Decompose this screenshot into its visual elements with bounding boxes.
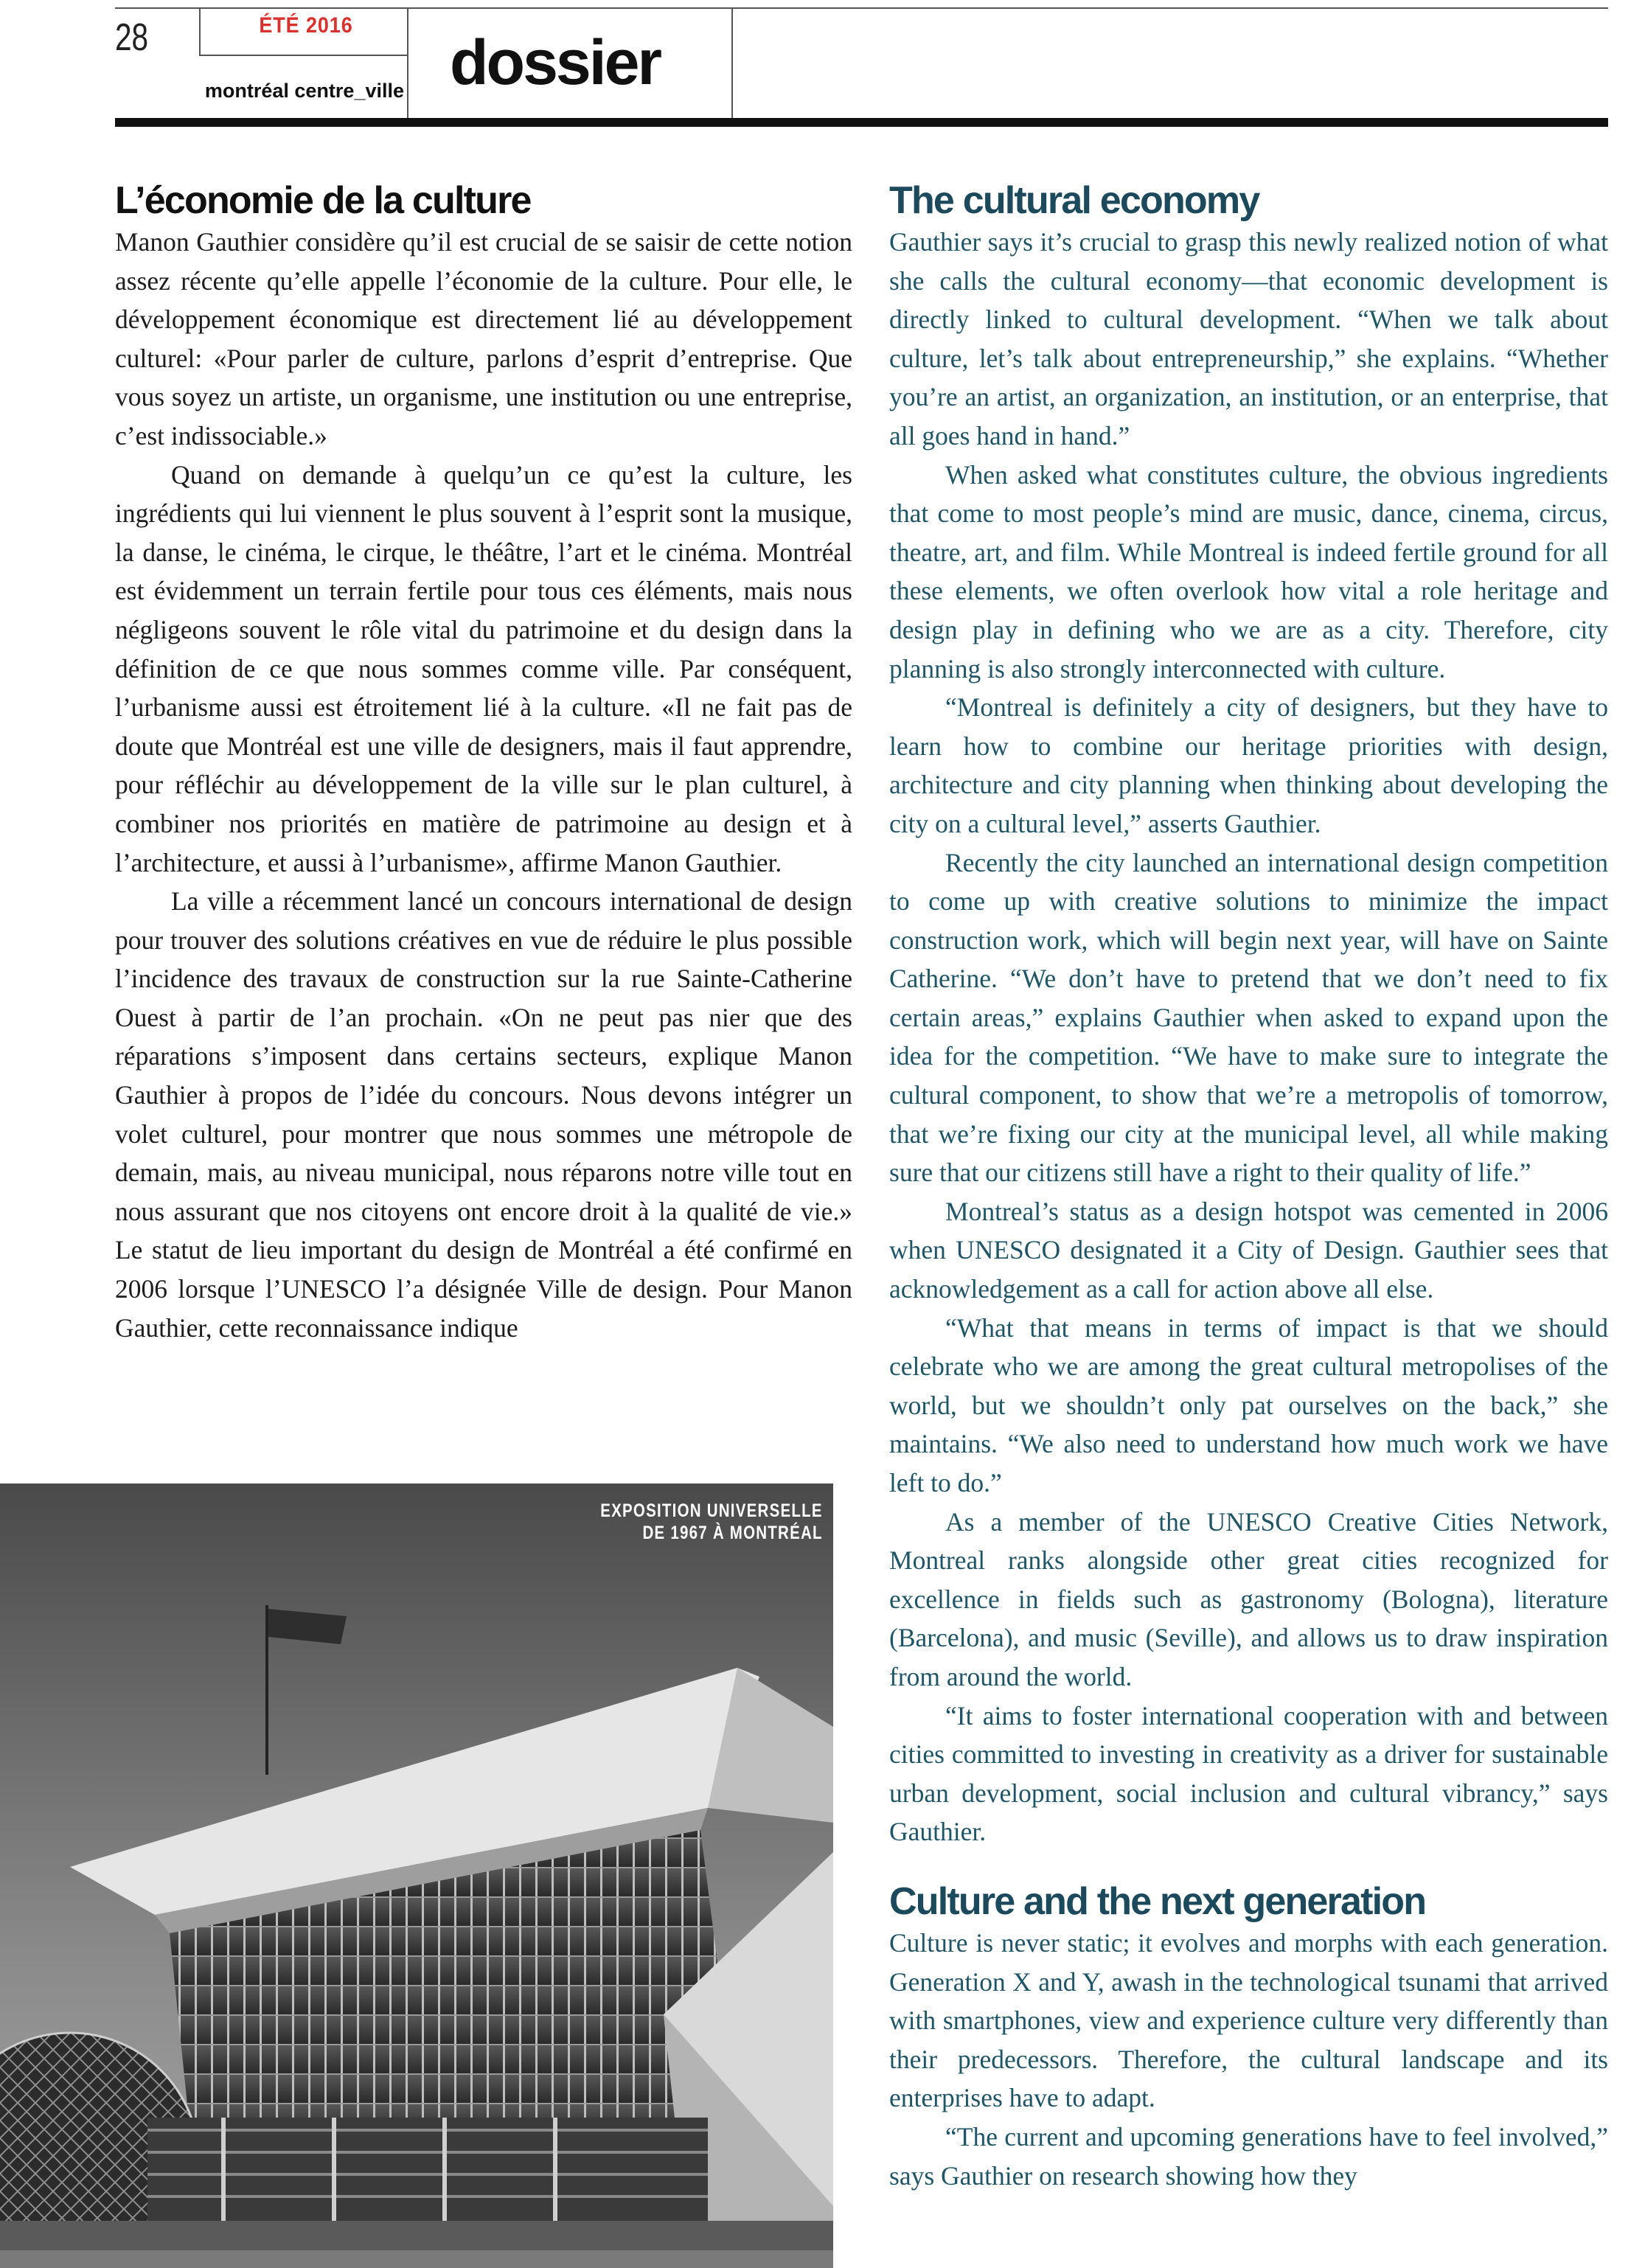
english-paragraph: “What that means in terms of impact is that we should celebrate who we are among the great cultural metropolises of the world, but we shouldn’t only pat ourselves on the back,” she maintains. “We also need to understand how much work we have left to do.”: [889, 1312, 1608, 1497]
photo-caption-line: EXPOSITION UNIVERSELLE: [600, 1500, 823, 1521]
section-label: montréal centre_ville: [204, 80, 404, 102]
expo67-photo: [0, 1483, 833, 2268]
english-paragraph: “It aims to foster international cooperation with and between cities committed to investing in creativity as a driver for sustainable urban development, social inclusion and cultural vibrancy,” says Gauthier.: [889, 1700, 1608, 1847]
header-divider: [407, 9, 408, 118]
header-mid-rule: [199, 55, 407, 56]
header-top-rule: [115, 7, 1608, 9]
photo-caption-line: DE 1967 À MONTRÉAL: [642, 1523, 823, 1543]
photo-caption: [600, 1500, 823, 1544]
english-paragraph: “Montreal is definitely a city of designers, but they have to learn how to combine our heritage priorities with design, architecture and city planning when thinking about developing the city on a cultural level,” asserts Gauthier.: [889, 692, 1608, 838]
english-paragraph: “The current and upcoming generations have to feel involved,” says Gauthier on research showing how they: [889, 2121, 1608, 2191]
english-paragraph: As a member of the UNESCO Creative Cities Network, Montreal ranks alongside other great cities recognized for excellence in fields such as gastronomy (Bologna), literature (Barcelona), and music (Seville), and allows us to draw inspiration from around the world.: [889, 1506, 1608, 1691]
page-number: 28: [115, 16, 149, 59]
header-divider: [731, 9, 733, 118]
english-column: [889, 178, 1608, 2195]
french-paragraph: La ville a récemment lancé un concours international de design pour trouver des solutions créatives en vue de réduire le plus possible l’incidence des travaux de construction sur la rue Sainte-Catherine Ouest à partir de l’an prochain. «On ne peut pas nier que des réparations s’imposent dans certains secteurs, explique Manon Gauthier à propos de l’idée du concours. Nous devons intégrer un volet culturel, pour montrer que nous sommes une métropole de demain, mais, au niveau municipal, nous réparons notre ville tout en nous assurant que nos citoyens ont encore droit à la qualité de vie.» Le statut de lieu important du design de Montréal a été confirmé en 2006 lorsque l’UNESCO l’a désignée Ville de design. Pour Manon Gauthier, cette reconnaissance indique: [115, 886, 852, 1343]
french-paragraph: Manon Gauthier considère qu’il est crucial de se saisir de cette notion assez récente qu’elle appelle l’économie de la culture. Pour elle, le développement économique est directement lié au développement culturel: «Pour parler de culture, parlons d’esprit d’entreprise. Que vous soyez un artiste, un organisme, une institution ou une entreprise, c’est indissociable.»: [115, 227, 852, 451]
english-heading-2: Culture and the next generation: [889, 1879, 1426, 1923]
header-divider: [199, 9, 201, 55]
french-heading: L’économie de la culture: [115, 179, 531, 222]
english-paragraph: Culture is never static; it evolves and morphs with each generation. Generation X and Y, awash in the technological tsunami that arrived with smartphones, view and experience culture very differently than their predecessors. Therefore, the cultural landscape and its enterprises have to adapt.: [889, 1927, 1608, 2113]
french-column: [115, 178, 852, 1347]
pavilion-photo-image: [0, 1483, 833, 2268]
english-paragraph: Gauthier says it’s crucial to grasp this newly realized notion of what she calls the cultural economy—that economic development is directly linked to cultural development. “When we talk about culture, let’s talk about entrepreneurship,” she explains. “Whether you’re an artist, an organization, an institution, or an enterprise, that all goes hand in hand.”: [889, 227, 1608, 451]
english-heading: The cultural economy: [889, 179, 1259, 222]
french-paragraph: Quand on demande à quelqu’un ce qu’est la culture, les ingrédients qui lui viennent le plus souvent à l’esprit sont la musique, la danse, le cinéma, le cirque, le théâtre, l’art et le cinéma. Montréal est évidemment un terrain fertile pour tous ces éléments, mais nous négligeons souvent le rôle vital du patrimoine et du design dans la définition de ce que nous sommes comme ville. Par conséquent, l’urbanisme aussi est étroitement lié à la culture. «Il ne fait pas de doute que Montréal est une ville de designers, mais il faut apprendre, pour réfléchir au développement de la ville sur le plan culturel, à combiner nos priorités en matière de patrimoine au design et à l’architecture, et aussi à l’urbanisme», affirme Manon Gauthier.: [115, 459, 852, 877]
english-paragraph: Recently the city launched an international design competition to come up with creative solutions to minimize the impact construction work, which will begin next year, will have on Sainte Catherine. “We don’t have to pretend that we don’t need to fix certain areas,” explains Gauthier when asked to expand upon the idea for the competition. “We have to make sure to integrate the cultural component, to show that we’re a metropolis of tomorrow, that we’re fixing our city at the municipal level, all while making sure that our citizens still have a right to their quality of life.”: [889, 847, 1608, 1188]
english-paragraph: When asked what constitutes culture, the obvious ingredients that come to most people’s mind are music, dance, cinema, circus, theatre, art, and film. While Montreal is indeed fertile ground for all these elements, we often overlook how vital a role heritage and design play in defining who we are as a city. Therefore, city planning is also strongly interconnected with culture.: [889, 459, 1608, 683]
english-paragraph: Montreal’s status as a design hotspot was cemented in 2006 when UNESCO designated it a City of Design. Gauthier sees that acknowledgement as a call for action above all else.: [889, 1196, 1608, 1304]
issue-label: ÉTÉ 2016: [259, 13, 353, 38]
section-title: dossier: [450, 27, 660, 98]
header-bottom-bar: [115, 118, 1608, 127]
